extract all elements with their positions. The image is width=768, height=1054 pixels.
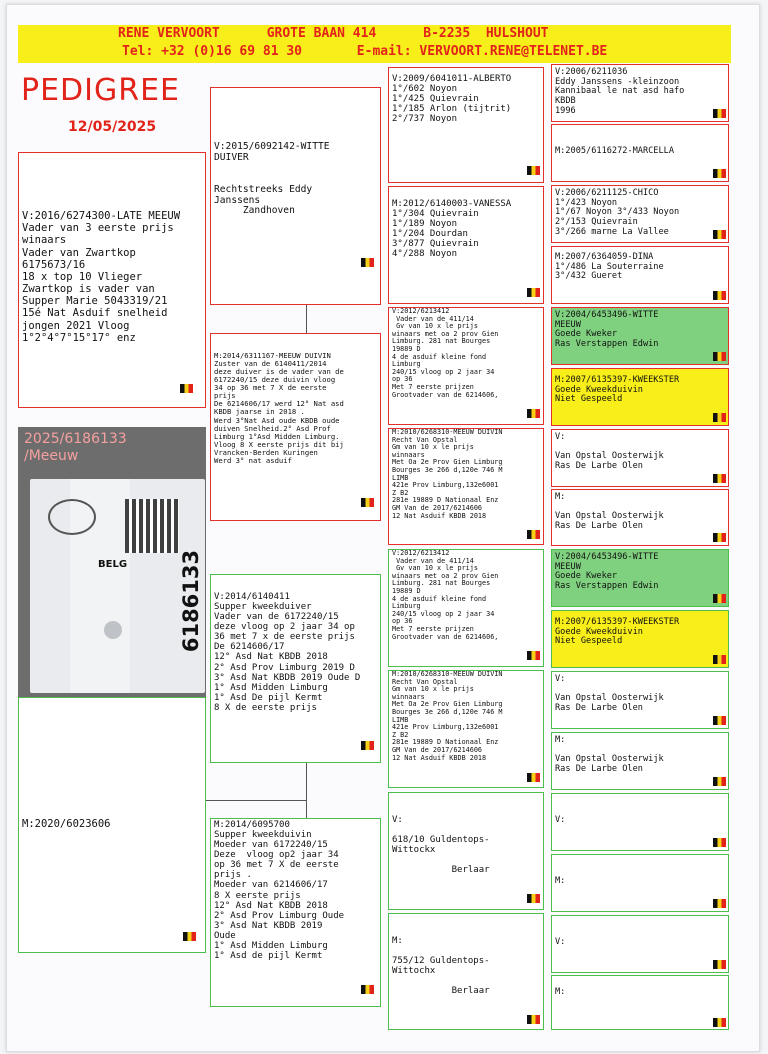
gen4-text-1: V:2006/6211036 Eddy Janssens -kleinzoon Kannibaal le nat asd hafo KBDB 1996 bbox=[555, 67, 685, 116]
ring-photo bbox=[18, 427, 206, 697]
gen3-box-6 bbox=[388, 670, 544, 788]
belgian-flag-icon bbox=[713, 109, 726, 118]
gen2-mother-box-2 bbox=[210, 818, 381, 1007]
gen4-box-11 bbox=[551, 671, 729, 729]
gen4-box-3 bbox=[551, 185, 729, 243]
gen4-text-16: M: bbox=[555, 986, 566, 997]
gen3-text-2: M:2012/6140003-VANESSA 1°/304 Quievrain 1°/189 Noyon 1°/204 Dourdan 3°/877 Quievrain 4°/288 Noyon bbox=[392, 199, 512, 260]
belgian-flag-icon bbox=[713, 716, 726, 725]
qr-code-icon bbox=[125, 499, 179, 553]
header-contact: Tel: +32 (0)16 69 81 30 E-mail: VERVOORT.RENE@TELENET.BE bbox=[122, 44, 608, 59]
gen3-box-1 bbox=[388, 67, 544, 183]
gen4-box-13 bbox=[551, 793, 729, 851]
mother-box bbox=[18, 697, 206, 953]
belgian-flag-icon bbox=[713, 899, 726, 908]
gen2-mother-box bbox=[210, 333, 381, 521]
ring-label-1: 2025/6186133 bbox=[24, 431, 127, 447]
gen4-box-7 bbox=[551, 429, 729, 487]
gen4-box-5 bbox=[551, 307, 729, 365]
gen4-box-4 bbox=[551, 246, 729, 304]
gen3-box-4 bbox=[388, 428, 544, 545]
belgian-flag-icon bbox=[361, 985, 374, 994]
ring-number: 6186133 bbox=[179, 549, 204, 653]
belgian-flag-icon bbox=[713, 413, 726, 422]
belgian-flag-icon bbox=[713, 777, 726, 786]
gen3-box-3 bbox=[388, 307, 544, 425]
gen4-text-6: M:2007/6135397-KWEEKSTER Goede Kweekduivin Niet Gespeeld bbox=[555, 375, 680, 405]
belgian-flag-icon bbox=[713, 169, 726, 178]
belgian-flag-icon bbox=[713, 960, 726, 969]
belgian-flag-icon bbox=[713, 474, 726, 483]
gen3-text-1: V:2009/6041011-ALBERTO 1°/602 Noyon 1°/425 Quievrain 1°/185 Arlon (tijtrit) 2°/737 Noyon bbox=[392, 74, 512, 125]
belgian-flag-icon bbox=[361, 498, 374, 507]
belgian-flag-icon bbox=[527, 894, 540, 903]
gen4-box-1 bbox=[551, 64, 729, 122]
ring-label-2: /Meeuw bbox=[24, 448, 79, 464]
gen2-mother-text: M:2014/6311167-MEEUW DUIVIN Zuster van de 6140411/2014 deze duiver is de vader van de 6172240/15 deze duivin vloog 34 op 36 met 7 X de eerste prijs De 6214606/17 werd 12° Nat asd KBDB jaarse in 2018 . Werd 3°Nat Asd oude KBDB oude duiven Snelheid.2° Asd Prof Limburg 1°Asd Midden Limburg. Vloog 8 X eerste prijs dit bij Vrancken-Berden Kuringen Werd 3° nat asduif bbox=[214, 351, 344, 465]
gen3-text-5: V:2012/6213412 Vader van de 411/14 Gv van 10 x le prijs winaars met oa 2 prov Gien Limburg. 281 nat Bourges 19889 D 4 de asduif kleine fond Limburg 240/15 vloog op 2 jaar 34 op 36 Met 7 eerste prijzen Grootvader van de 6214606, bbox=[392, 549, 499, 641]
belgian-flag-icon bbox=[527, 530, 540, 539]
belgian-flag-icon bbox=[527, 166, 540, 175]
gen4-text-9: V:2004/6453496-WITTE MEEUW Goede Kweker Ras Verstappen Edwin bbox=[555, 552, 659, 591]
ring-country: BELG bbox=[98, 559, 128, 570]
gen3-box-8 bbox=[388, 913, 544, 1030]
header-banner bbox=[18, 25, 731, 63]
gen3-box-5 bbox=[388, 549, 544, 667]
belgian-flag-icon bbox=[713, 838, 726, 847]
gen4-text-3: V:2006/6211125-CHICO 1°/423 Noyon 1°/67 Noyon 3°/433 Noyon 2°/153 Quievrain 3°/266 marne La Vallee bbox=[555, 188, 680, 237]
gen3-text-3: V:2012/6213412 Vader van de 411/14 Gv van 10 x le prijs winaars met oa 2 prov Gien Limburg. 281 nat Bourges 19889 D 4 de asduif kleine fond Limburg 240/15 vloog op 2 jaar 34 op 36 Met 7 eerste prijzen Grootvader van de 6214606, bbox=[392, 307, 499, 399]
belgian-flag-icon bbox=[183, 932, 196, 941]
belgian-flag-icon bbox=[527, 1015, 540, 1024]
gen4-box-6 bbox=[551, 368, 729, 426]
connector-line bbox=[206, 800, 306, 801]
gen2-father2-text: V:2014/6140411 Supper kweekduiver Vader van de 6172240/15 deze vloog op 2 jaar 34 op 36 met 7 x de eerste prijs De 6214606/17 12° Asd Nat KBDB 2018 2° Asd Prov Limburg 2019 D 3° Asd Nat KBDB 2019 Oude D 1° Asd Midden Limburg 1° Asd De pijl Kermt 8 X de eerste prijs bbox=[214, 592, 361, 713]
gen4-text-10: M:2007/6135397-KWEEKSTER Goede Kweekduivin Niet Gespeeld bbox=[555, 617, 680, 647]
gen3-text-7: V: 618/10 Guldentops- Wittockx Berlaar bbox=[392, 815, 490, 876]
belgian-flag-icon bbox=[527, 288, 540, 297]
belgian-flag-icon bbox=[713, 291, 726, 300]
subject-father-box bbox=[18, 152, 206, 408]
belgian-flag-icon bbox=[713, 533, 726, 542]
pedigree-date: 12/05/2025 bbox=[68, 119, 157, 135]
connector-line bbox=[306, 300, 307, 334]
belgian-flag-icon bbox=[713, 594, 726, 603]
page-title: PEDIGREE bbox=[21, 73, 180, 108]
gen4-box-2 bbox=[551, 124, 729, 182]
gen4-box-16 bbox=[551, 975, 729, 1030]
gen2-father-text: V:2015/6092142-WITTE DUIVER Rechtstreeks Eddy Janssens Zandhoven bbox=[214, 141, 330, 217]
belgian-flag-icon bbox=[713, 1018, 726, 1027]
gen4-text-7: V: Van Opstal Oosterwijk Ras De Larbe Olen bbox=[555, 432, 664, 471]
belgian-flag-icon bbox=[713, 655, 726, 664]
ring-card bbox=[30, 479, 205, 693]
gen4-box-12 bbox=[551, 732, 729, 790]
gen4-text-11: V: Van Opstal Oosterwijk Ras De Larbe Olen bbox=[555, 674, 664, 713]
gen2-father-box-2 bbox=[210, 574, 381, 763]
gen3-text-8: M: 755/12 Guldentops- Wittochx Berlaar bbox=[392, 936, 490, 997]
ring-hole bbox=[104, 621, 122, 639]
gen2-mother2-text: M:2014/6095700 Supper kweekduivin Moeder van 6172240/15 Deze vloog op2 jaar 34 op 36 met 7 X de eerste prijs . Moeder van 6214606/17 8 X eerste prijs 12° Asd Nat KBDB 2018 2° Asd Prov Limburg Oude 3° Asd Nat KBDB 2019 Oude 1° Asd Midden Limburg 1° Asd de pijl Kermt bbox=[214, 820, 345, 962]
gen4-text-5: V:2004/6453496-WITTE MEEUW Goede Kweker Ras Verstappen Edwin bbox=[555, 310, 659, 349]
gen3-box-7 bbox=[388, 792, 544, 910]
gen4-text-15: V: bbox=[555, 937, 566, 947]
header-address: RENE VERVOORT GROTE BAAN 414 B-2235 HULSHOUT bbox=[118, 26, 549, 41]
gen3-text-6: M:2010/6268310-MEEUW DUIVIN Recht Van Opstal Gm van 10 x le prijs winnaars Met Oa 2e Prov Gien Limburg Bourges 3e 266 d,120e 746 M LIMB 421e Prov Limburg,132e6001 Z B2 281e 19889 D Nationaal Enz GM Van de 2017/6214606 12 Nat Asduif KBDB 2018 bbox=[392, 670, 503, 762]
subject-text: V:2016/6274300-LATE MEEUW Vader van 3 eerste prijs winaars Vader van Zwartkop 6175673/16 18 x top 10 Vlieger Zwartkop is vader van Supper Marie 5043319/21 15é Nat Asduif snelheid jongen 2021 Vloog 1°2°4°7°15°17° enz bbox=[22, 210, 181, 344]
belgian-flag-icon bbox=[180, 384, 193, 393]
belgian-flag-icon bbox=[527, 773, 540, 782]
gen4-box-10 bbox=[551, 610, 729, 668]
gen4-text-2: M:2005/6116272-MARCELLA bbox=[555, 145, 674, 156]
gen3-text-4: M:2010/6268310-MEEUW DUIVIN Recht Van Opstal Gm van 10 x le prijs winnaars Met Oa 2e Prov Gien Limburg Bourges 3e 266 d,120e 746 M LIMB 421e Prov Limburg,132e6001 Z B2 281e 19889 D Nationaal Enz GM Van de 2017/6214606 12 Nat Asduif KBDB 2018 bbox=[392, 428, 503, 520]
gen4-text-4: M:2007/6364059-DINA 1°/486 La Souterraine 3°/432 Gueret bbox=[555, 252, 664, 282]
gen4-box-9 bbox=[551, 549, 729, 607]
mother-text: M:2020/6023606 bbox=[22, 818, 111, 830]
gen4-box-14 bbox=[551, 854, 729, 912]
gen4-box-8 bbox=[551, 489, 729, 546]
belgian-flag-icon bbox=[527, 409, 540, 418]
gen4-box-15 bbox=[551, 915, 729, 973]
belgian-flag-icon bbox=[713, 230, 726, 239]
gen4-text-13: V: bbox=[555, 815, 566, 825]
belgian-flag-icon bbox=[527, 651, 540, 660]
gen4-text-8: M: Van Opstal Oosterwijk Ras De Larbe Olen bbox=[555, 492, 664, 531]
gen4-text-12: M: Van Opstal Oosterwijk Ras De Larbe Olen bbox=[555, 735, 664, 774]
gen3-box-2 bbox=[388, 186, 544, 304]
belgian-flag-icon bbox=[361, 741, 374, 750]
connector-line bbox=[306, 760, 307, 818]
belgian-flag-icon bbox=[361, 258, 374, 267]
gen4-text-14: M: bbox=[555, 875, 566, 886]
emblem-icon bbox=[48, 499, 96, 535]
gen2-father-box bbox=[210, 87, 381, 305]
belgian-flag-icon bbox=[713, 352, 726, 361]
